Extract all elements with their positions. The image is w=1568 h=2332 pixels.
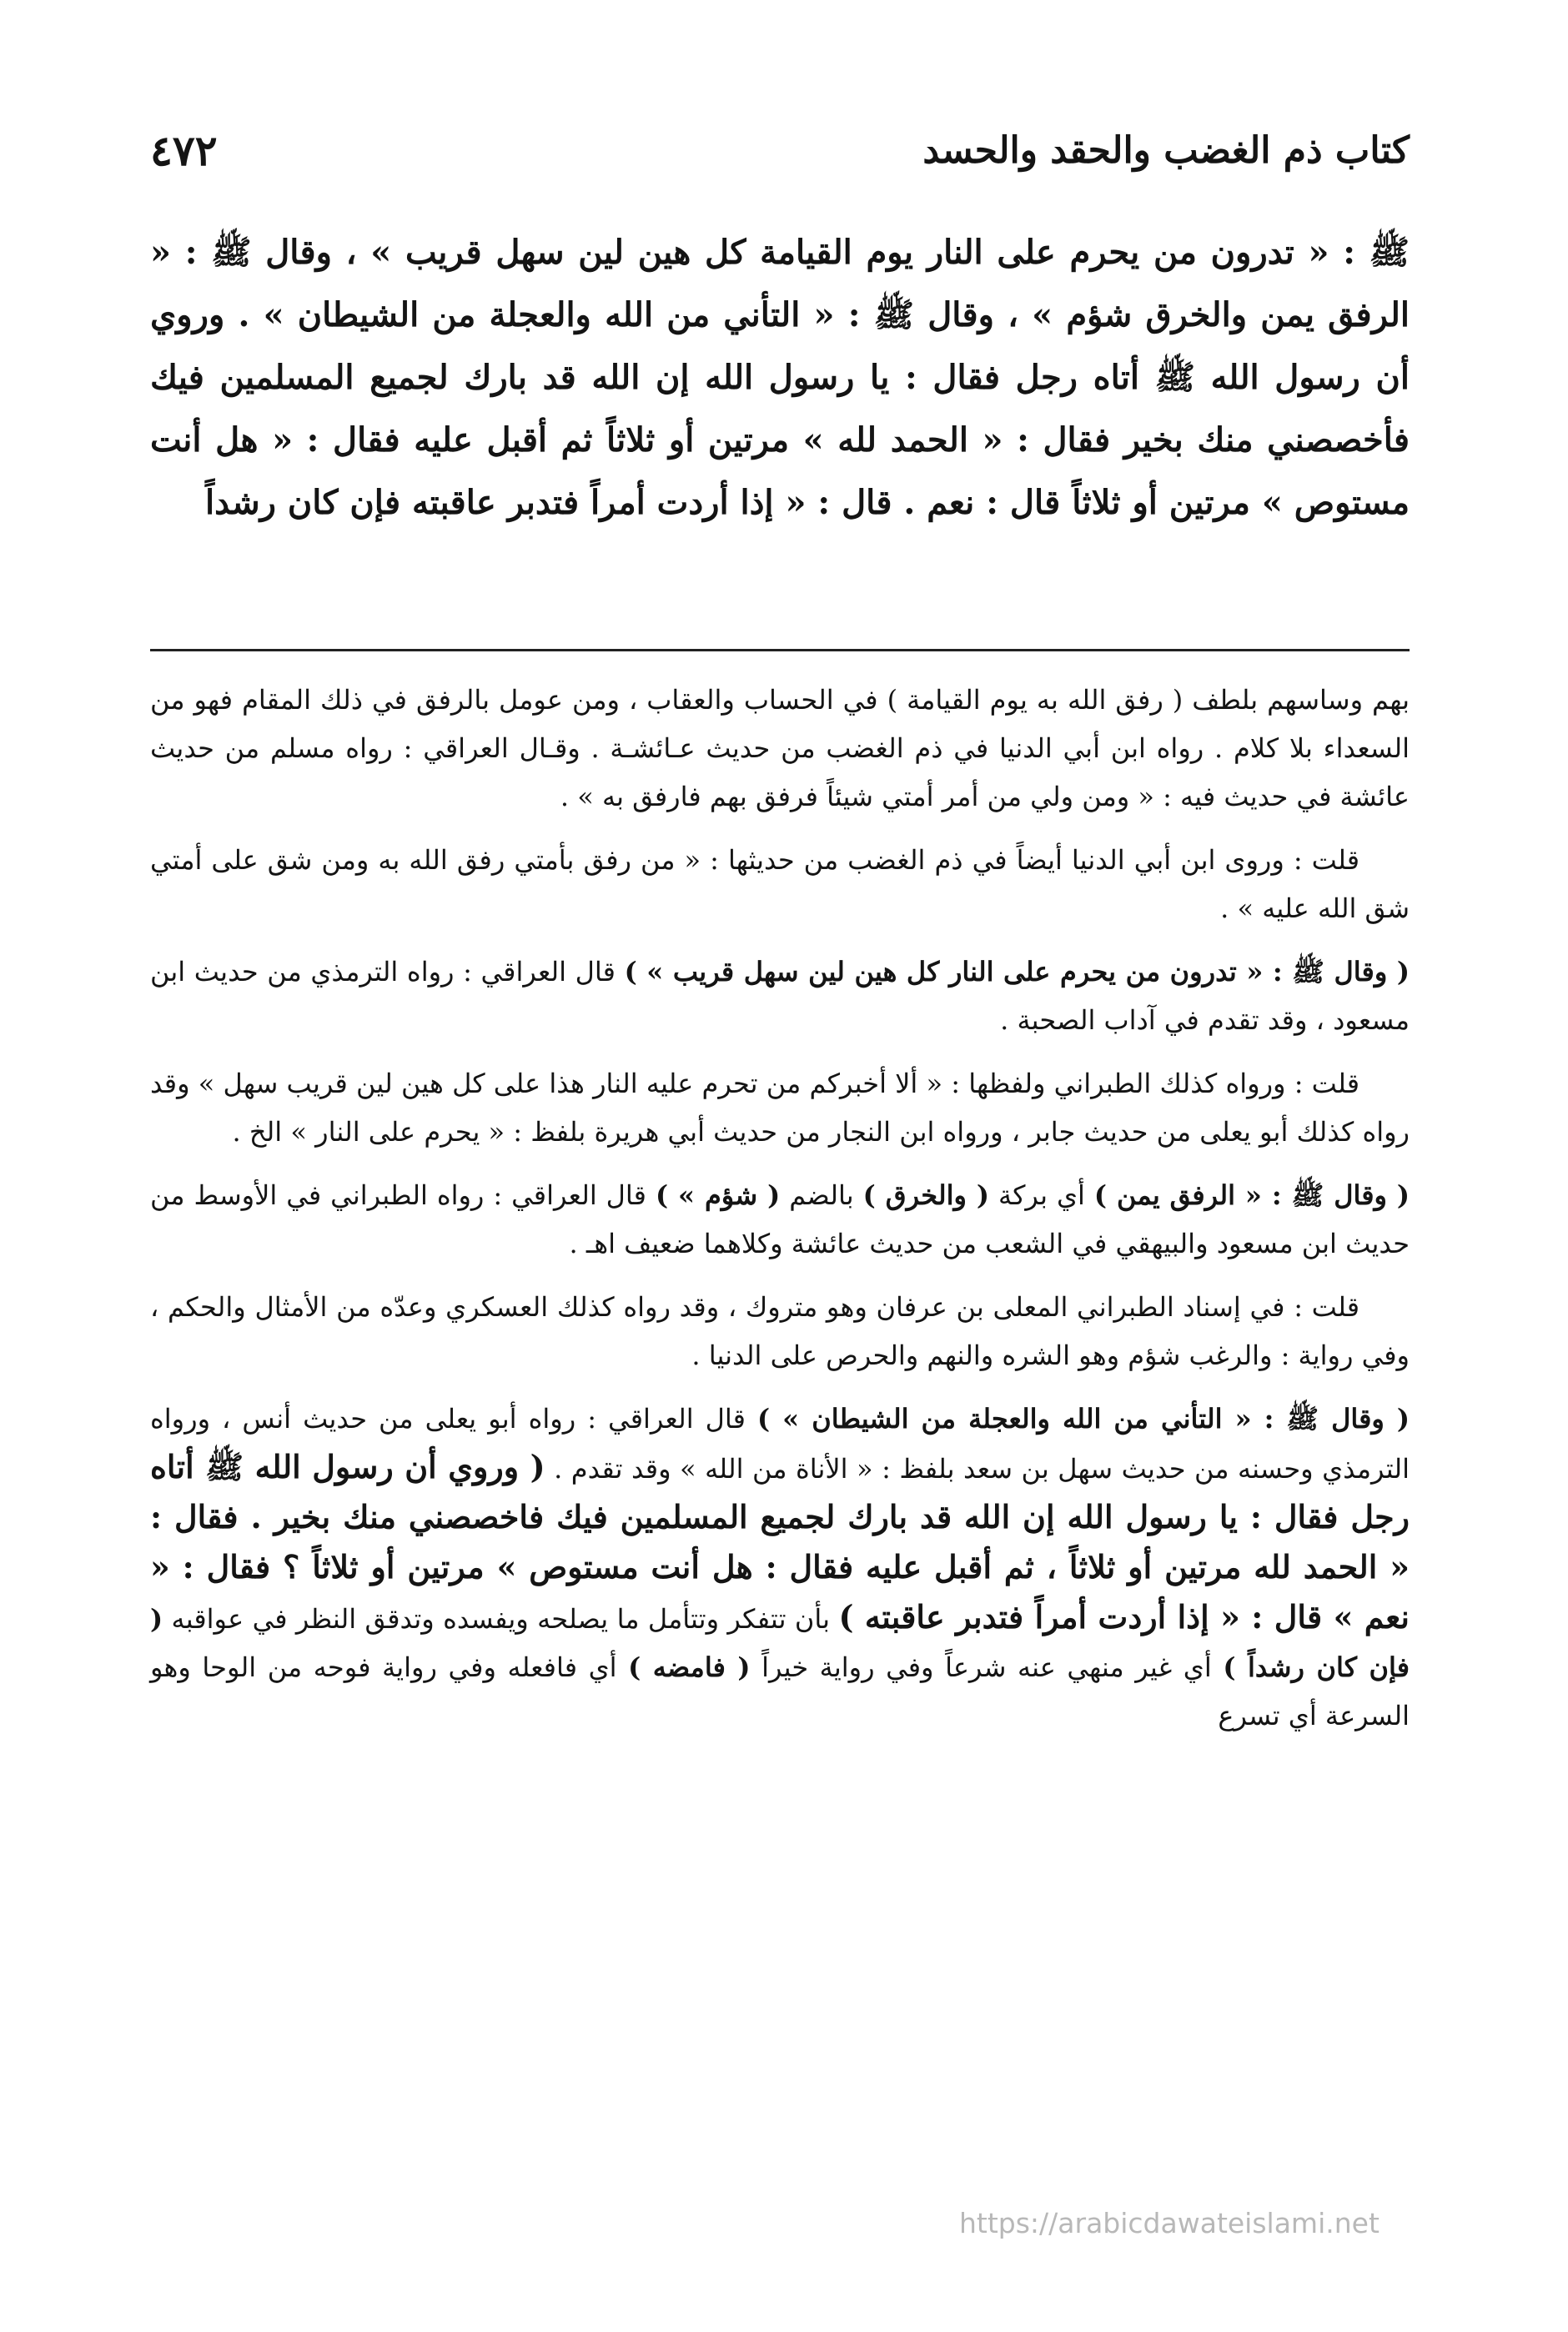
quoted-term: ( فامضه ) (628, 1651, 751, 1683)
commentary-paragraph-3 (150, 947, 1410, 1044)
commentary-paragraph-2: قلت : وروى ابن أبي الدنيا أيضاً في ذم الغضب من حديثها : « من رفق بأمتي رفق الله به ومن شق على أمتي شق الله عليه » . (150, 844, 1410, 924)
quoted-term: ( فإن كان رشداً ) (150, 1603, 1410, 1683)
watermark-url: https://arabicdawateislami.net (959, 2207, 1380, 2239)
commentary-paragraph-7 (150, 1395, 1410, 1740)
commentary-paragraph-1: بهم وساسهم بلطف ( رفق الله به يوم القيامة ) في الحساب والعقاب ، ومن عومل بالرفق في ذلك المقام فهو من السعداء بلا كلام . رواه ابن أبي الدنيا في ذم الغضب من حديث عـائشـة . وقـال العراقي : رواه مسلم من حديث عائشة في حديث فيه : « ومن ولي من أمر أمتي شيئاً فرفق بهم فارفق به » . (150, 684, 1410, 812)
commentary-text: قال العراقي : رواه أبو يعلى من حديث أنس ، ورواه الترمذي وحسنه من حديث سهل بن سعد بلفظ : « الأناة من الله » وقد تقدم . (150, 1403, 1410, 1485)
quoted-main-text-run: ( وروي أن رسول الله ﷺ أتاه رجل فقال : يا رسول الله إن الله قد بارك لجميع المسلمين فيك فاخصصني منك بخير . فقال : « الحمد لله مرتين أو ثلاثاً ، ثم أقبل عليه فقال : هل أنت مستوص » مرتين أو ثلاثاً ؟ فقال : « نعم » قال : « إذا أردت أمراً فتدبر عاقبته ) (150, 1448, 1410, 1636)
quoted-term: ( والخرق ) (862, 1179, 990, 1211)
running-title: كتاب ذم الغضب والحقد والحسد (922, 128, 1410, 172)
footnote-divider (150, 649, 1410, 651)
commentary-text: بالضم (780, 1179, 863, 1211)
commentary-paragraph-4: قلت : ورواه كذلك الطبراني ولفظها : « ألا أخبركم من تحرم عليه النار هذا على كل هين لين قريب سهل » وقد رواه كذلك أبو يعلى من حديث جابر ، ورواه ابن النجار من حديث أبي هريرة بلفظ : « يحرم على النار » الخ . (150, 1068, 1410, 1148)
commentary-text: أي بركة (989, 1179, 1094, 1211)
quoted-hadith-lead: ( وقال ﷺ : « الرفق يمن ) (1093, 1179, 1410, 1211)
commentary-text: أي غير منهي عنه شرعاً وفي رواية خيراً (750, 1651, 1224, 1683)
commentary-paragraph-6: قلت : في إسناد الطبراني المعلى بن عرفان وهو متروك ، وقد رواه كذلك العسكري وعدّه من الأمثال والحكم ، وفي رواية : والرغب شؤم وهو الشره والنهم والحرص على الدنيا . (150, 1291, 1410, 1371)
quoted-hadith-lead: ( وقال ﷺ : « التأني من الله والعجلة من الشيطان » ) (757, 1403, 1410, 1435)
commentary-section (150, 676, 1410, 1755)
commentary-text: قال العراقي : رواه الطبراني في الأوسط من حديث ابن مسعود والبيهقي في الشعب من حديث عائشة وكلاهما ضعيف اهـ . (150, 1179, 1410, 1259)
commentary-text: قال العراقي : رواه الترمذي من حديث ابن مسعود ، وقد تقدم في آداب الصحبة . (150, 956, 1410, 1036)
page-number: ٤٧٢ (150, 125, 218, 175)
commentary-text: أي فافعله وفي رواية فوحه من الوحا وهو السرعة أي تسرع (150, 1651, 1410, 1731)
main-text: ﷺ : « تدرون من يحرم على النار يوم القيامة كل هين لين سهل قريب » ، وقال ﷺ : « الرفق يمن والخرق شؤم » ، وقال ﷺ : « التأني من الله والعجلة من الشيطان » . وروي أن رسول الله ﷺ أتاه رجل فقال : يا رسول الله إن الله قد بارك لجميع المسلمين فيك فأخصصني منك بخير فقال : « الحمد لله » مرتين أو ثلاثاً ثم أقبل عليه فقال : « هل أنت مستوص » مرتين أو ثلاثاً قال : نعم . قال : « إذا أردت أمراً فتدبر عاقبته فإن كان رشداً (150, 233, 1410, 522)
commentary-paragraph-5 (150, 1171, 1410, 1268)
quoted-hadith-lead: ( وقال ﷺ : « تدرون من يحرم على النار كل هين لين سهل قريب » ) (624, 956, 1410, 988)
page-header (150, 117, 1410, 183)
commentary-text: بأن تتفكر وتتأمل ما يصلحه ويفسده وتدقق النظر في عواقبه (163, 1603, 839, 1635)
quoted-term: ( شؤم » ) (655, 1179, 781, 1211)
